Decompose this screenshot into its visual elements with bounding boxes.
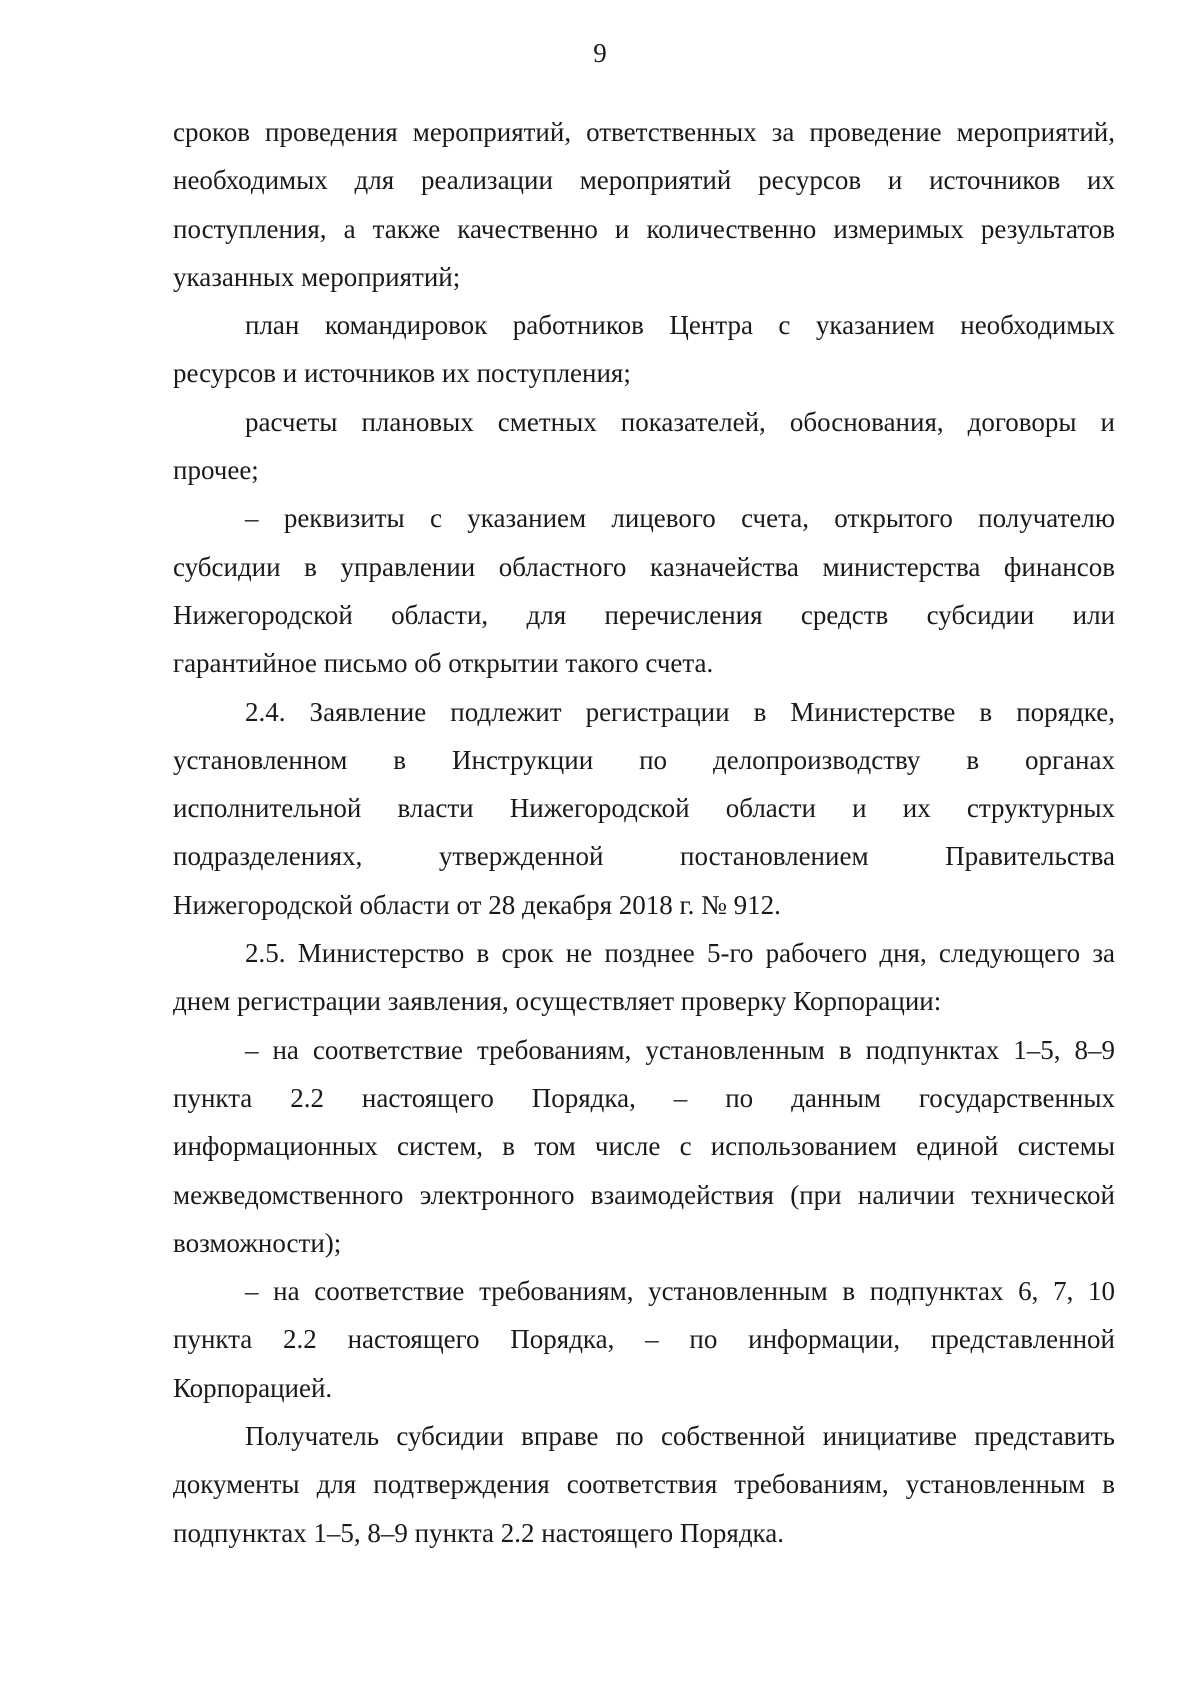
text-line: поступления, а также качественно и количественно измеримых результатов: [173, 213, 1115, 244]
text-line: ресурсов и источников их поступления;: [173, 358, 631, 389]
text-line: план командировок работников Центра с указанием необходимых: [245, 310, 1115, 341]
text-line: Нижегородской области, для перечисления средств субсидии или: [173, 599, 1115, 630]
text-line: расчеты плановых сметных показателей, обоснования, договоры и: [245, 406, 1115, 437]
text-line: пункта 2.2 настоящего Порядка, – по информации, представленной: [173, 1324, 1115, 1355]
text-line: подразделениях, утвержденной постановлением Правительства: [173, 841, 1115, 872]
text-line: Корпорацией.: [173, 1372, 333, 1403]
text-line: пункта 2.2 настоящего Порядка, – по данным государственных: [173, 1082, 1115, 1113]
text-line: сроков проведения мероприятий, ответственных за проведение мероприятий,: [173, 117, 1115, 147]
text-line: прочее;: [173, 455, 259, 486]
text-line: гарантийное письмо об открытии такого счета.: [173, 648, 714, 679]
text-line: – на соответствие требованиям, установленным в подпунктах 1–5, 8–9: [245, 1034, 1115, 1065]
text-line: информационных систем, в том числе с использованием единой системы: [173, 1131, 1115, 1162]
text-line: документы для подтверждения соответствия требованиям, установленным в: [173, 1469, 1115, 1500]
text-line: – на соответствие требованиям, установленным в подпунктах 6, 7, 10: [245, 1276, 1115, 1307]
text-line: исполнительной власти Нижегородской области и их структурных: [173, 793, 1115, 824]
text-line: Получатель субсидии вправе по собственной инициативе представить: [245, 1421, 1115, 1452]
text-line: необходимых для реализации мероприятий ресурсов и источников их: [173, 165, 1115, 196]
text-line: субсидии в управлении областного казначейства министерства финансов: [173, 551, 1115, 582]
text-line: указанных мероприятий;: [173, 261, 461, 292]
text-line: Нижегородской области от 28 декабря 2018 г. № 912.: [173, 889, 781, 920]
text-line: подпунктах 1–5, 8–9 пункта 2.2 настоящего Порядка.: [173, 1517, 784, 1548]
text-line: межведомственного электронного взаимодействия (при наличии технической: [173, 1179, 1115, 1210]
text-line: днем регистрации заявления, осуществляет проверку Корпорации:: [173, 986, 942, 1017]
page-number: 9: [593, 38, 607, 68]
text-line: 2.4. Заявление подлежит регистрации в Министерстве в порядке,: [245, 696, 1115, 727]
text-line: 2.5. Министерство в срок не позднее 5-го рабочего дня, следующего за: [245, 938, 1115, 969]
text-line: – реквизиты с указанием лицевого счета, открытого получателю: [245, 503, 1115, 534]
text-line: установленном в Инструкции по делопроизводству в органах: [173, 744, 1115, 775]
document-body: [173, 108, 1115, 1557]
text-line: возможности);: [173, 1227, 342, 1258]
